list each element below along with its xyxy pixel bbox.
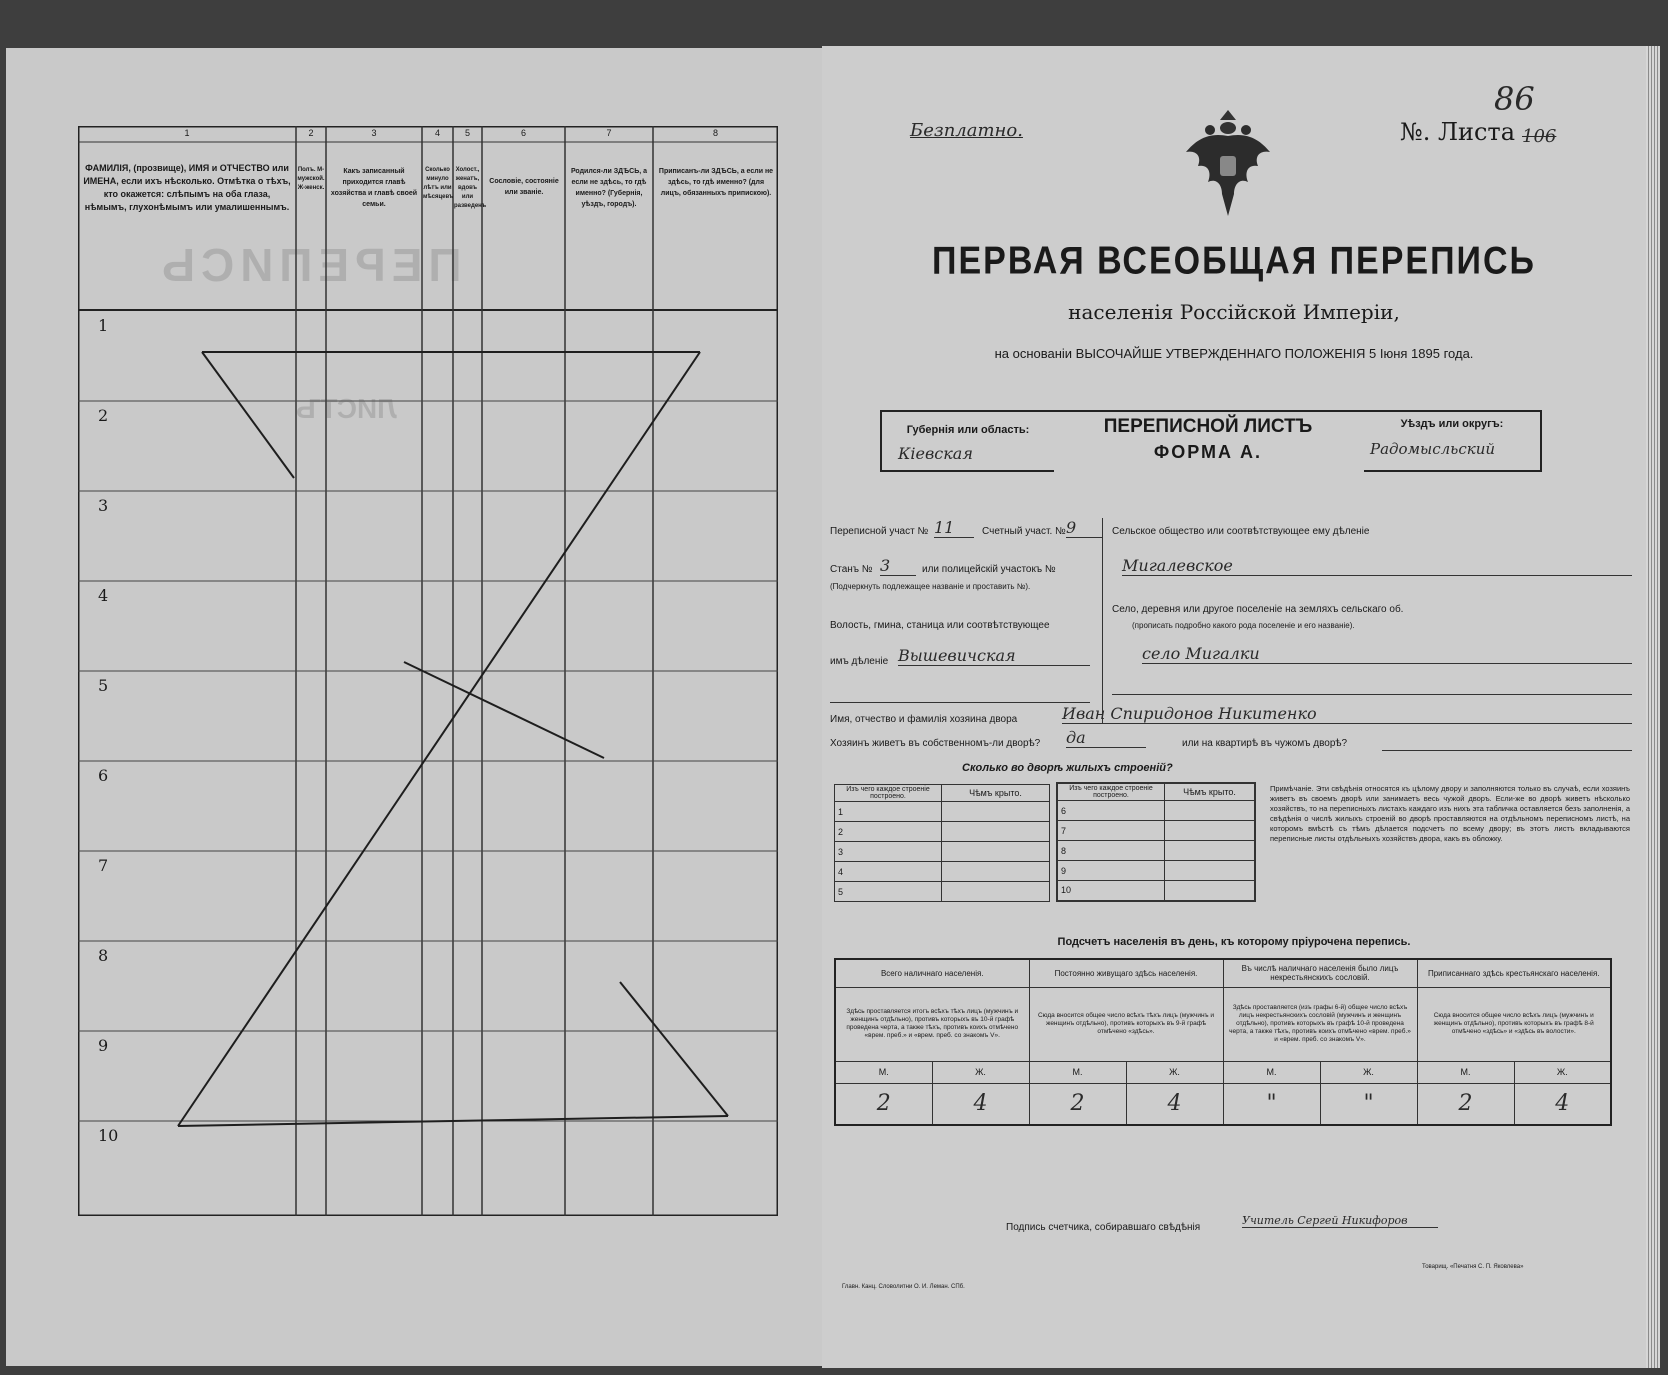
own-home-label: Хозяинъ живетъ въ собственномъ-ли дворѣ? bbox=[830, 738, 1041, 749]
row-number: 2 bbox=[98, 406, 109, 425]
village-label: Село, деревня или другое поселеніе на земляхъ сельскаго об. bbox=[1112, 604, 1404, 615]
female-label: Ж. bbox=[932, 1061, 1029, 1083]
buildings-row-number: 2 bbox=[835, 822, 942, 842]
divider bbox=[1112, 694, 1632, 695]
signature-label: Подпись счетчика, собиравшаго свѣдѣнія bbox=[1006, 1222, 1201, 1233]
society-label: Сельское общество или соотвѣтствующее ему дѣленіе bbox=[1112, 526, 1370, 537]
village-note: (прописать подробно какого рода поселеніе и его названіе). bbox=[1132, 621, 1355, 630]
own-home-value: да bbox=[1066, 728, 1146, 748]
column-header-sex: Полъ. М-мужской. Ж-женск. bbox=[297, 167, 325, 191]
sheet-old-number: 106 bbox=[1522, 126, 1557, 147]
census-section-label: Переписной участ № bbox=[830, 526, 929, 537]
buildings-row-number: 10 bbox=[1057, 881, 1165, 901]
row-number: 8 bbox=[98, 946, 109, 965]
column-number: 2 bbox=[308, 128, 314, 138]
count-title: Подсчетъ населенія въ день, къ которому пріурочена перепись. bbox=[1057, 936, 1411, 948]
column-number: 4 bbox=[434, 128, 440, 138]
column-header-age: Сколько минуло лѣтъ или мѣсяцевъ bbox=[423, 167, 454, 200]
printer-right: Товарищ. «Печатня С. П. Яковлева» bbox=[1422, 1264, 1524, 1270]
document-basis: на основаніи ВЫСОЧАЙШЕ УТВЕРЖДЕННАГО ПОЛОЖЕНІЯ 5 Іюня 1895 года. bbox=[994, 346, 1474, 361]
row-number: 5 bbox=[98, 676, 109, 695]
column-header-marital: Холост., женатъ, вдовъ или разведенъ bbox=[454, 167, 487, 209]
district-label: Уѣздъ или округъ: bbox=[1400, 418, 1504, 430]
column-number: 6 bbox=[520, 128, 526, 138]
count-group-desc: Здѣсь проставляется (изъ графы 6-й) общее число всѣхъ лицъ некрестьянскихъ сословій (мужчинъ и женщинъ отдѣльно), противъ которыхъ въ графѣ 10-й проведена черта, а также тѣхъ, противъ коихъ отмѣчено «врем. преб.» и «врем. преб. со знакомъ V». bbox=[1223, 987, 1417, 1061]
buildings-row-number: 8 bbox=[1057, 841, 1165, 861]
sheet-label: №. Листа bbox=[1400, 118, 1516, 146]
buildings-table-right bbox=[1056, 782, 1256, 902]
census-section-value: 11 bbox=[934, 518, 974, 538]
count-female-value: 4 bbox=[932, 1083, 1029, 1125]
divider bbox=[1382, 750, 1632, 751]
count-female-value: " bbox=[1320, 1083, 1417, 1125]
column-number: 8 bbox=[712, 128, 718, 138]
buildings-row-number: 5 bbox=[835, 882, 942, 902]
count-section-value: 9 bbox=[1066, 518, 1102, 538]
count-male-value: 2 bbox=[1029, 1083, 1126, 1125]
buildings-title: Сколько во дворѣ жилыхъ строеній? bbox=[962, 762, 1173, 774]
count-group-desc: Здѣсь проставляется итогъ всѣхъ тѣхъ лицъ (мужчинъ и женщинъ отдѣльно), противъ которыхъ въ 10-й графѣ проведена черта, а также тѣхъ, противъ коихъ отмѣчено «врем. преб.» и «врем. преб. со знакомъ V». bbox=[835, 987, 1029, 1061]
row-number: 7 bbox=[98, 856, 109, 875]
volost-label: Волость, гмина, станица или соотвѣтствующее bbox=[830, 620, 1050, 631]
province-label: Губернія или область: bbox=[906, 424, 1030, 436]
census-table-left bbox=[78, 126, 778, 1216]
population-count-table bbox=[834, 958, 1612, 1126]
female-label: Ж. bbox=[1320, 1061, 1417, 1083]
count-group-desc: Сюда вносится общее число всѣхъ тѣхъ лицъ (мужчинъ и женщинъ отдѣльно), противъ которыхъ въ 9-й графѣ отмѣчено «здѣсь». bbox=[1029, 987, 1223, 1061]
stan-label: Станъ № bbox=[830, 564, 873, 575]
female-label: Ж. bbox=[1514, 1061, 1611, 1083]
buildings-col-material: Изъ чего каждое строеніе построено. bbox=[1057, 783, 1165, 801]
female-label: Ж. bbox=[1126, 1061, 1223, 1083]
row-number: 9 bbox=[98, 1036, 109, 1055]
count-section-label: Счетный участ. № bbox=[982, 526, 1066, 537]
signature-value: Учитель Сергей Никифоров bbox=[1242, 1214, 1438, 1228]
sheet-new-number: 86 bbox=[1494, 80, 1535, 118]
double-headed-eagle-emblem bbox=[1178, 106, 1278, 226]
buildings-row-number: 3 bbox=[835, 842, 942, 862]
count-male-value: " bbox=[1223, 1083, 1320, 1125]
owner-value: Иван Спиридонов Никитенко bbox=[1062, 704, 1632, 724]
form-header-row bbox=[880, 410, 1640, 468]
form-title-box bbox=[1052, 410, 1364, 470]
buildings-row-number: 7 bbox=[1057, 821, 1165, 841]
divider bbox=[1102, 518, 1103, 724]
buildings-row-number: 1 bbox=[835, 802, 942, 822]
male-label: М. bbox=[1223, 1061, 1320, 1083]
count-female-value: 4 bbox=[1514, 1083, 1611, 1125]
column-number: 7 bbox=[606, 128, 612, 138]
district-value: Радомысльский bbox=[1370, 440, 1496, 458]
underline-note: (Подчеркнуть подлежащее названіе и проставить №). bbox=[830, 582, 1031, 591]
document-title: ПЕРВАЯ ВСЕОБЩАЯ ПЕРЕПИСЬ bbox=[932, 239, 1536, 283]
owner-label: Имя, отчество и фамилія хозяина двора bbox=[830, 714, 1018, 725]
buildings-row-number: 6 bbox=[1057, 801, 1165, 821]
bleed-through-text: ПЕРЕПИСЬ bbox=[156, 239, 462, 291]
row-number: 1 bbox=[98, 316, 109, 335]
column-number: 3 bbox=[371, 128, 377, 138]
village-value: село Мигалки bbox=[1142, 644, 1632, 664]
table-grid bbox=[78, 126, 778, 1216]
column-number: 5 bbox=[464, 128, 470, 138]
bleed-through-text: ЛИСТЪ bbox=[296, 393, 397, 424]
column-header-name: ФАМИЛІЯ, (прозвище), ИМЯ и ОТЧЕСТВО или ИМЕНА, если ихъ нѣсколько. Отмѣтка о тѣхъ, кто окажется: слѣпымъ на оба глаза, нѣмымъ, глухонѣмымъ или умалишеннымъ. bbox=[83, 163, 291, 212]
free-label: Безплатно. bbox=[910, 120, 1023, 141]
buildings-note: Примѣчаніе. Эти свѣдѣнія относятся къ цѣлому двору и заполняются только въ случаѣ, если хозяинъ живетъ въ своемъ дворѣ или занимаетъ весь чужой дворъ. Если-же во дворѣ живетъ нѣсколько хозяйствъ, то на переписныхъ листахъ каждаго изъ нихъ эта табличка оставляется безъ заполненія, а свѣдѣнія о числѣ жилыхъ строеній во дворѣ проставляются на отдѣльномъ переписномъ листѣ, на которомъ вмѣстѣ съ тѣмъ дѣлается подсчетъ по всему двору; въ этотъ листъ вкладываются переписные листы отдѣльныхъ хозяйствъ двора, какъ въ обложку. bbox=[1270, 784, 1630, 843]
row-number: 4 bbox=[98, 586, 109, 605]
district-box bbox=[1364, 410, 1542, 472]
rent-label: или на квартирѣ въ чужомъ дворѣ? bbox=[1182, 738, 1348, 749]
police-label: или полицейскій участокъ № bbox=[922, 564, 1056, 575]
divider bbox=[830, 702, 1090, 703]
male-label: М. bbox=[1029, 1061, 1126, 1083]
row-number: 6 bbox=[98, 766, 109, 785]
column-header-estate: Сословіе, состояніе или званіе. bbox=[489, 178, 559, 196]
stan-value: 3 bbox=[880, 556, 916, 576]
province-value: Кіевская bbox=[898, 444, 973, 463]
male-label: М. bbox=[835, 1061, 932, 1083]
document-subtitle: населенія Россійской Имперіи, bbox=[1068, 300, 1400, 324]
row-number: 3 bbox=[98, 496, 109, 515]
province-box bbox=[880, 410, 1054, 472]
count-male-value: 2 bbox=[835, 1083, 932, 1125]
printer-left: Главн. Канц. Словолитни О. И. Леман. СПб. bbox=[842, 1284, 965, 1290]
column-header-registered: Приписанъ-ли ЗДѢСЬ, а если не здѣсь, то гдѣ именно? (для лицъ, обязанныхъ припискою). bbox=[658, 168, 774, 197]
buildings-row-number: 4 bbox=[835, 862, 942, 882]
buildings-col-roof: Чѣмъ крыто. bbox=[942, 785, 1050, 802]
row-number: 10 bbox=[98, 1126, 119, 1145]
volost-value: Вышевичская bbox=[898, 646, 1090, 666]
column-header-birthplace: Родился-ли ЗДѢСЬ, а если не здѣсь, то гдѣ именно? (Губернія, уѣздъ, городъ). bbox=[570, 168, 648, 208]
count-group-head: Постоянно живущаго здѣсь населенія. bbox=[1029, 959, 1223, 987]
count-group-head: Всего наличнаго населенія. bbox=[835, 959, 1029, 987]
count-group-desc: Сюда вносится общее число всѣхъ лицъ (мужчинъ и женщинъ отдѣльно), противъ которыхъ въ графѣ 8-й отмѣчено «здѣсь» и «здѣсь въ волости». bbox=[1417, 987, 1611, 1061]
volost-label-2: имъ дѣленіе bbox=[830, 656, 889, 667]
left-page bbox=[6, 48, 826, 1366]
right-page bbox=[822, 46, 1660, 1368]
count-group-head: Въ числѣ наличнаго населенія было лицъ некрестьянскихъ сословій. bbox=[1223, 959, 1417, 987]
count-group-head: Приписаннаго здѣсь крестьянскаго населенія. bbox=[1417, 959, 1611, 987]
buildings-table-left bbox=[834, 784, 1050, 902]
male-label: М. bbox=[1417, 1061, 1514, 1083]
buildings-row-number: 9 bbox=[1057, 861, 1165, 881]
buildings-col-roof: Чѣмъ крыто. bbox=[1165, 783, 1256, 801]
column-number: 1 bbox=[184, 128, 190, 138]
column-header-relation: Какъ записанный приходится главѣ хозяйства и главѣ своей семьи. bbox=[330, 168, 418, 208]
count-male-value: 2 bbox=[1417, 1083, 1514, 1125]
form-title: ПЕРЕПИСНОЙ ЛИСТЪ bbox=[1103, 416, 1313, 437]
society-value: Мигалевское bbox=[1122, 556, 1632, 576]
form-subtitle: ФОРМА А. bbox=[1153, 442, 1263, 462]
count-female-value: 4 bbox=[1126, 1083, 1223, 1125]
buildings-col-material: Изъ чего каждое строеніе построено. bbox=[835, 785, 942, 802]
page-edges bbox=[1646, 46, 1660, 1368]
